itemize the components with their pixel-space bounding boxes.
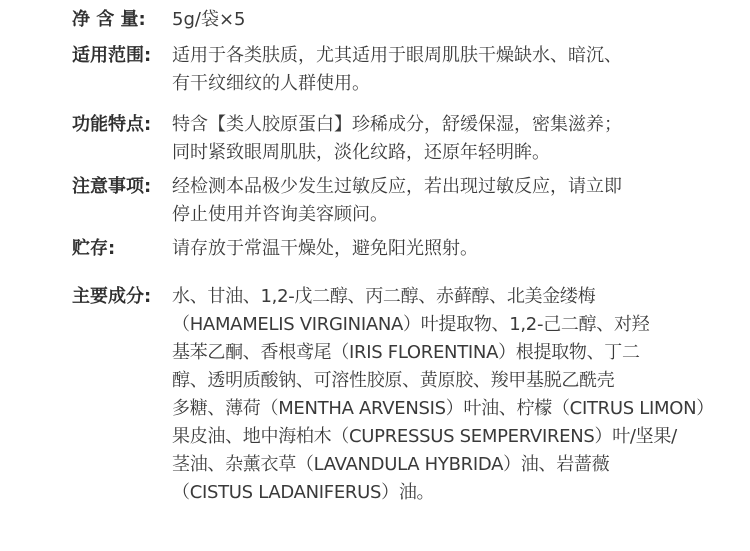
- applicable-scope-line-2: 有干纹细纹的人群使用。: [172, 73, 370, 94]
- ingredients-line-3: 基苯乙酮、香根鸢尾（IRIS FLORENTINA）根提取物、丁二: [172, 342, 640, 363]
- features-label: 功能特点:: [72, 114, 152, 135]
- storage-value: [172, 235, 692, 263]
- net-content-line-1: 5g/袋×5: [172, 9, 246, 30]
- applicable-scope-label: 适用范围:: [72, 45, 152, 66]
- net-content-label: 净 含 量:: [72, 9, 146, 30]
- ingredients-line-5: 多糖、薄荷（MENTHA ARVENSIS）叶油、柠檬（CITRUS LIMON）: [172, 398, 714, 419]
- ingredients-line-6: 果皮油、地中海柏木（CUPRESSUS SEMPERVIRENS）叶/坚果/: [172, 426, 677, 447]
- features-line-1: 特含【类人胶原蛋白】珍稀成分，舒缓保湿，密集滋养；: [172, 114, 622, 135]
- precautions-label: 注意事项:: [72, 176, 152, 197]
- applicable-scope-value: [172, 42, 692, 98]
- ingredients-line-8: （CISTUS LADANIFERUS）油。: [172, 482, 435, 503]
- precautions-value: [172, 173, 692, 229]
- applicable-scope-line-1: 适用于各类肤质，尤其适用于眼周肌肤干燥缺水、暗沉、: [172, 45, 622, 66]
- storage-line-1: 请存放于常温干燥处，避免阳光照射。: [172, 238, 478, 259]
- ingredients-line-7: 茎油、杂薰衣草（LAVANDULA HYBRIDA）油、岩蔷薇: [172, 454, 610, 475]
- features-value: [172, 111, 692, 167]
- ingredients-line-4: 醇、透明质酸钠、可溶性胶原、黄原胶、羧甲基脱乙酰壳: [172, 370, 615, 391]
- precautions-line-1: 经检测本品极少发生过敏反应，若出现过敏反应，请立即: [172, 176, 622, 197]
- ingredients-label: 主要成分:: [72, 286, 152, 307]
- ingredients-value: [172, 283, 714, 507]
- storage-label: 贮存:: [72, 238, 116, 259]
- ingredients-line-1: 水、甘油、1,2-戊二醇、丙二醇、赤藓醇、北美金缕梅: [172, 286, 596, 307]
- features-line-2: 同时紧致眼周肌肤，淡化纹路，还原年轻明眸。: [172, 142, 550, 163]
- ingredients-line-2: （HAMAMELIS VIRGINIANA）叶提取物、1,2-己二醇、对羟: [172, 314, 650, 335]
- net-content-value: [172, 6, 692, 34]
- precautions-line-2: 停止使用并咨询美容顾问。: [172, 204, 388, 225]
